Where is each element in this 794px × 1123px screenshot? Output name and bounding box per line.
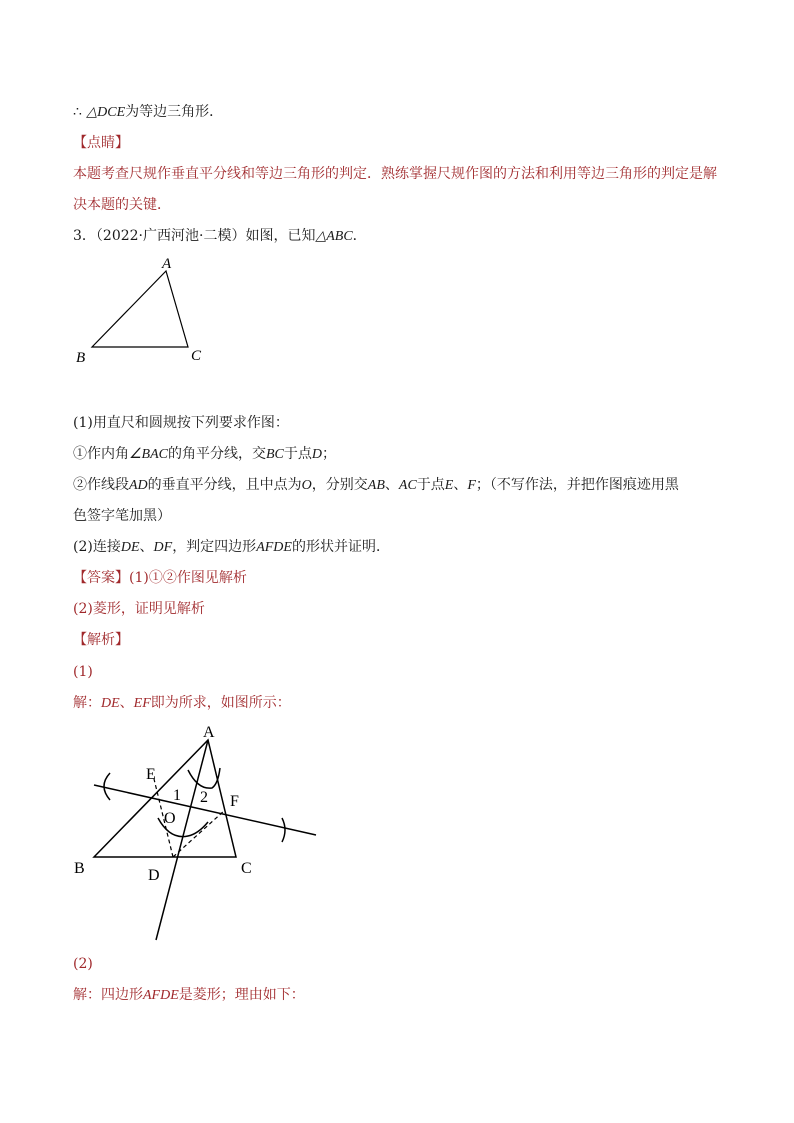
segment-ac: AC xyxy=(398,478,417,493)
sol-sep: 、 xyxy=(119,695,134,711)
conclusion-text: 为等边三角形． xyxy=(125,104,224,120)
answer-label: 【答案】 xyxy=(73,570,129,586)
right-arc-mark xyxy=(282,818,285,842)
step2-c: ，分别交 xyxy=(311,477,368,493)
solution-b: 即为所求，如图所示： xyxy=(150,695,291,711)
answer-line xyxy=(73,568,247,588)
point-e: E xyxy=(444,478,454,493)
vertex-b-label: B xyxy=(76,350,86,366)
part1-instruction: (1)用直尺和圆规按下列要求作图： xyxy=(73,415,289,431)
sol-segment-de: DE xyxy=(101,696,120,711)
angle-2-label: 2 xyxy=(200,789,208,806)
sep1: 、 xyxy=(384,477,399,493)
dashed-segment-df xyxy=(173,810,225,857)
c-vertex-b-label: B xyxy=(74,860,85,877)
part2-c: 的形状并证明． xyxy=(291,539,390,555)
analysis-heading: 【解析】 xyxy=(73,632,129,648)
question-number: 3． xyxy=(73,228,96,244)
step2-b: 的垂直平分线，且中点为 xyxy=(147,477,302,493)
dianjing-text-1: 本题考查尺规作垂直平分线和等边三角形的判定．熟练掌握尺规作图的方法和利用等边三角形的判定是解 xyxy=(73,166,717,182)
analysis-part2-label: (2) xyxy=(73,956,93,972)
segment-ab: AB xyxy=(367,478,385,493)
step2-end: ；（不写作法，并把作图痕迹用黑 xyxy=(475,477,679,493)
vertex-a-label: A xyxy=(162,256,172,272)
c-vertex-c-label: C xyxy=(241,860,252,877)
answer-text: (1)①②作图见解析 xyxy=(129,570,247,586)
question-source: （2022·广西河池·二模） xyxy=(95,228,246,244)
step1-a: ①作内角 xyxy=(73,446,129,462)
dianjing-heading: 【点睛】 xyxy=(73,135,129,151)
question-text: 如图，已知 xyxy=(245,228,316,244)
step1-e: ； xyxy=(322,446,337,462)
part2-sol-a: 解：四边形 xyxy=(73,987,143,1003)
question-end: ． xyxy=(352,228,367,244)
part2-a: (2)连接 xyxy=(73,539,121,555)
angle-bac: ∠BAC xyxy=(129,447,168,462)
answer-line-2: (2)菱形，证明见解析 xyxy=(73,601,205,617)
analysis-part1-text xyxy=(73,693,291,714)
triangle-abc: △ABC xyxy=(315,229,353,244)
quad-afde: AFDE xyxy=(256,540,292,555)
segment-ad: AD xyxy=(129,478,148,493)
c-point-d-label: D xyxy=(148,867,160,884)
step1-c: 于点 xyxy=(283,446,312,462)
left-arc-mark xyxy=(104,773,110,800)
solution-a: 解： xyxy=(73,695,101,711)
analysis-part2-text xyxy=(73,985,305,1006)
part2-sol-afde: AFDE xyxy=(143,988,179,1003)
c-point-o-label: O xyxy=(164,810,176,827)
triangle-dce: △DCE xyxy=(86,105,126,120)
c-point-e-label: E xyxy=(146,766,156,783)
sol-segment-ef: EF xyxy=(133,696,151,711)
c-point-f-label: F xyxy=(230,793,239,810)
point-d: D xyxy=(311,447,323,462)
part2-sol-b: 是菱形；理由如下： xyxy=(178,987,305,1003)
conclusion-line xyxy=(73,102,223,123)
c-vertex-a-label: A xyxy=(203,724,215,741)
dianjing-text-2: 决本题的关键． xyxy=(73,197,171,213)
step2-d: 于点 xyxy=(416,477,445,493)
triangle-figure xyxy=(70,250,230,370)
vertex-c-label: C xyxy=(191,348,202,364)
question-3-stem xyxy=(73,226,367,247)
analysis-part1-label: (1) xyxy=(73,664,93,680)
therefore-symbol: ∴ xyxy=(73,104,82,120)
step1-instruction xyxy=(73,444,336,465)
construction-figure xyxy=(70,718,330,946)
part2-sep: 、 xyxy=(139,539,154,555)
segment-bc: BC xyxy=(266,447,284,462)
sep2: 、 xyxy=(453,477,468,493)
part2-b: ，判定四边形 xyxy=(172,539,257,555)
step2-instruction xyxy=(73,475,679,496)
triangle-abc-shape xyxy=(92,271,188,347)
step1-b: 的角平分线，交 xyxy=(168,446,266,462)
point-o: O xyxy=(301,478,312,493)
angle-bisector-line xyxy=(156,740,208,940)
angle-1-label: 1 xyxy=(173,787,181,804)
step2-a: ②作线段 xyxy=(73,477,129,493)
segment-df: DF xyxy=(153,540,173,555)
construction-triangle xyxy=(94,740,236,857)
segment-de: DE xyxy=(120,540,140,555)
point-f: F xyxy=(467,478,476,493)
part2-instruction xyxy=(73,537,390,558)
step2-instruction-cont: 色签字笔加黑） xyxy=(73,508,171,524)
